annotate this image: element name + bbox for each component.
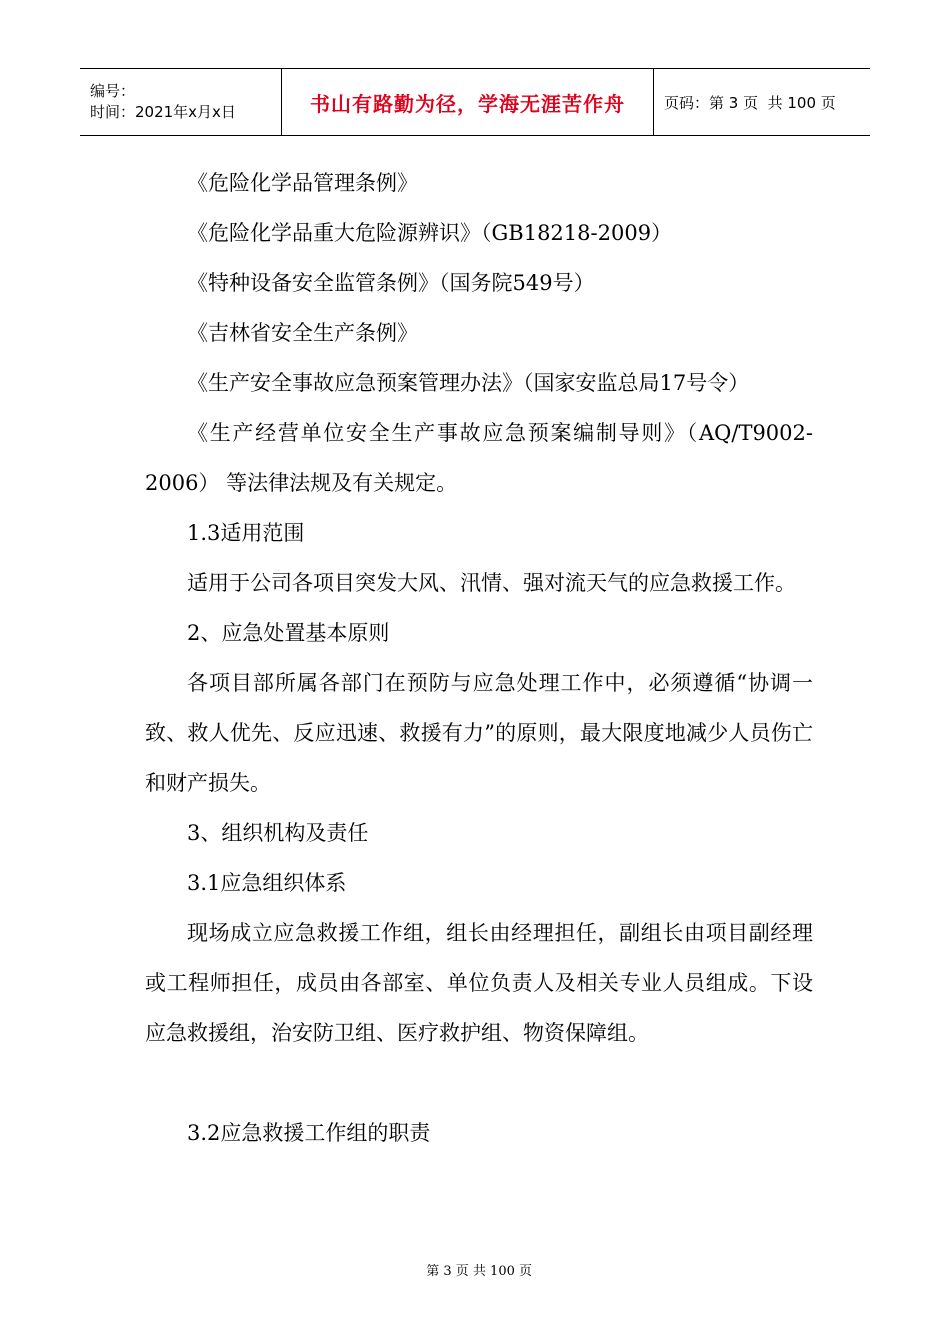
section-heading: 3、组织机构及责任 — [187, 821, 369, 845]
paragraph: 《生产安全事故应急预案管理办法》（国家安监总局17号令） — [187, 371, 750, 395]
paragraph: 适用于公司各项目突发大风、汛情、强对流天气的应急救援工作。 — [187, 571, 796, 595]
section-heading: 1.3适用范围 — [187, 521, 305, 545]
paragraph: 现场成立应急救援工作组，组长由经理担任，副组长由项目副经理或工程师担任，成员由各部室、单位负责人及相关专业人员组成。下设应急救援组，治安防卫组、医疗救护组、物资保障组。 — [145, 921, 813, 1045]
paragraph: 《危险化学品管理条例》 — [187, 171, 418, 195]
motto-text: 书山有路勤为径，学海无涯苦作舟 — [310, 91, 625, 116]
paragraph: 《生产经营单位安全生产事故应急预案编制导则》（AQ/T9002-2006） 等法律法规及有关规定。 — [145, 421, 813, 495]
header-meta — [80, 69, 282, 135]
section-heading: 3.2应急救援工作组的职责 — [187, 1121, 431, 1145]
document-header — [80, 68, 870, 136]
document-date-label: 时间：2021年x月x日 — [90, 103, 236, 121]
document-number-label: 编号： — [90, 82, 136, 100]
paragraph: 《危险化学品重大危险源辨识》（GB18218-2009） — [187, 221, 673, 245]
page-info-text: 页码：第 3 页 共 100 页 — [664, 93, 836, 112]
footer-page-number: 第 3 页 共 100 页 — [426, 1264, 532, 1279]
section-heading: 3.1应急组织体系 — [187, 871, 347, 895]
paragraph: 《吉林省安全生产条例》 — [187, 321, 418, 345]
paragraph: 《特种设备安全监管条例》（国务院549号） — [187, 271, 595, 295]
header-motto — [282, 69, 654, 135]
page-footer — [0, 1245, 950, 1279]
header-page-info — [654, 69, 870, 135]
section-heading: 2、应急处置基本原则 — [187, 621, 390, 645]
paragraph: 各项目部所属各部门在预防与应急处理工作中，必须遵循“协调一致、救人优先、反应迅速、救援有力”的原则，最大限度地减少人员伤亡和财产损失。 — [145, 671, 813, 795]
document-body — [145, 158, 813, 1158]
